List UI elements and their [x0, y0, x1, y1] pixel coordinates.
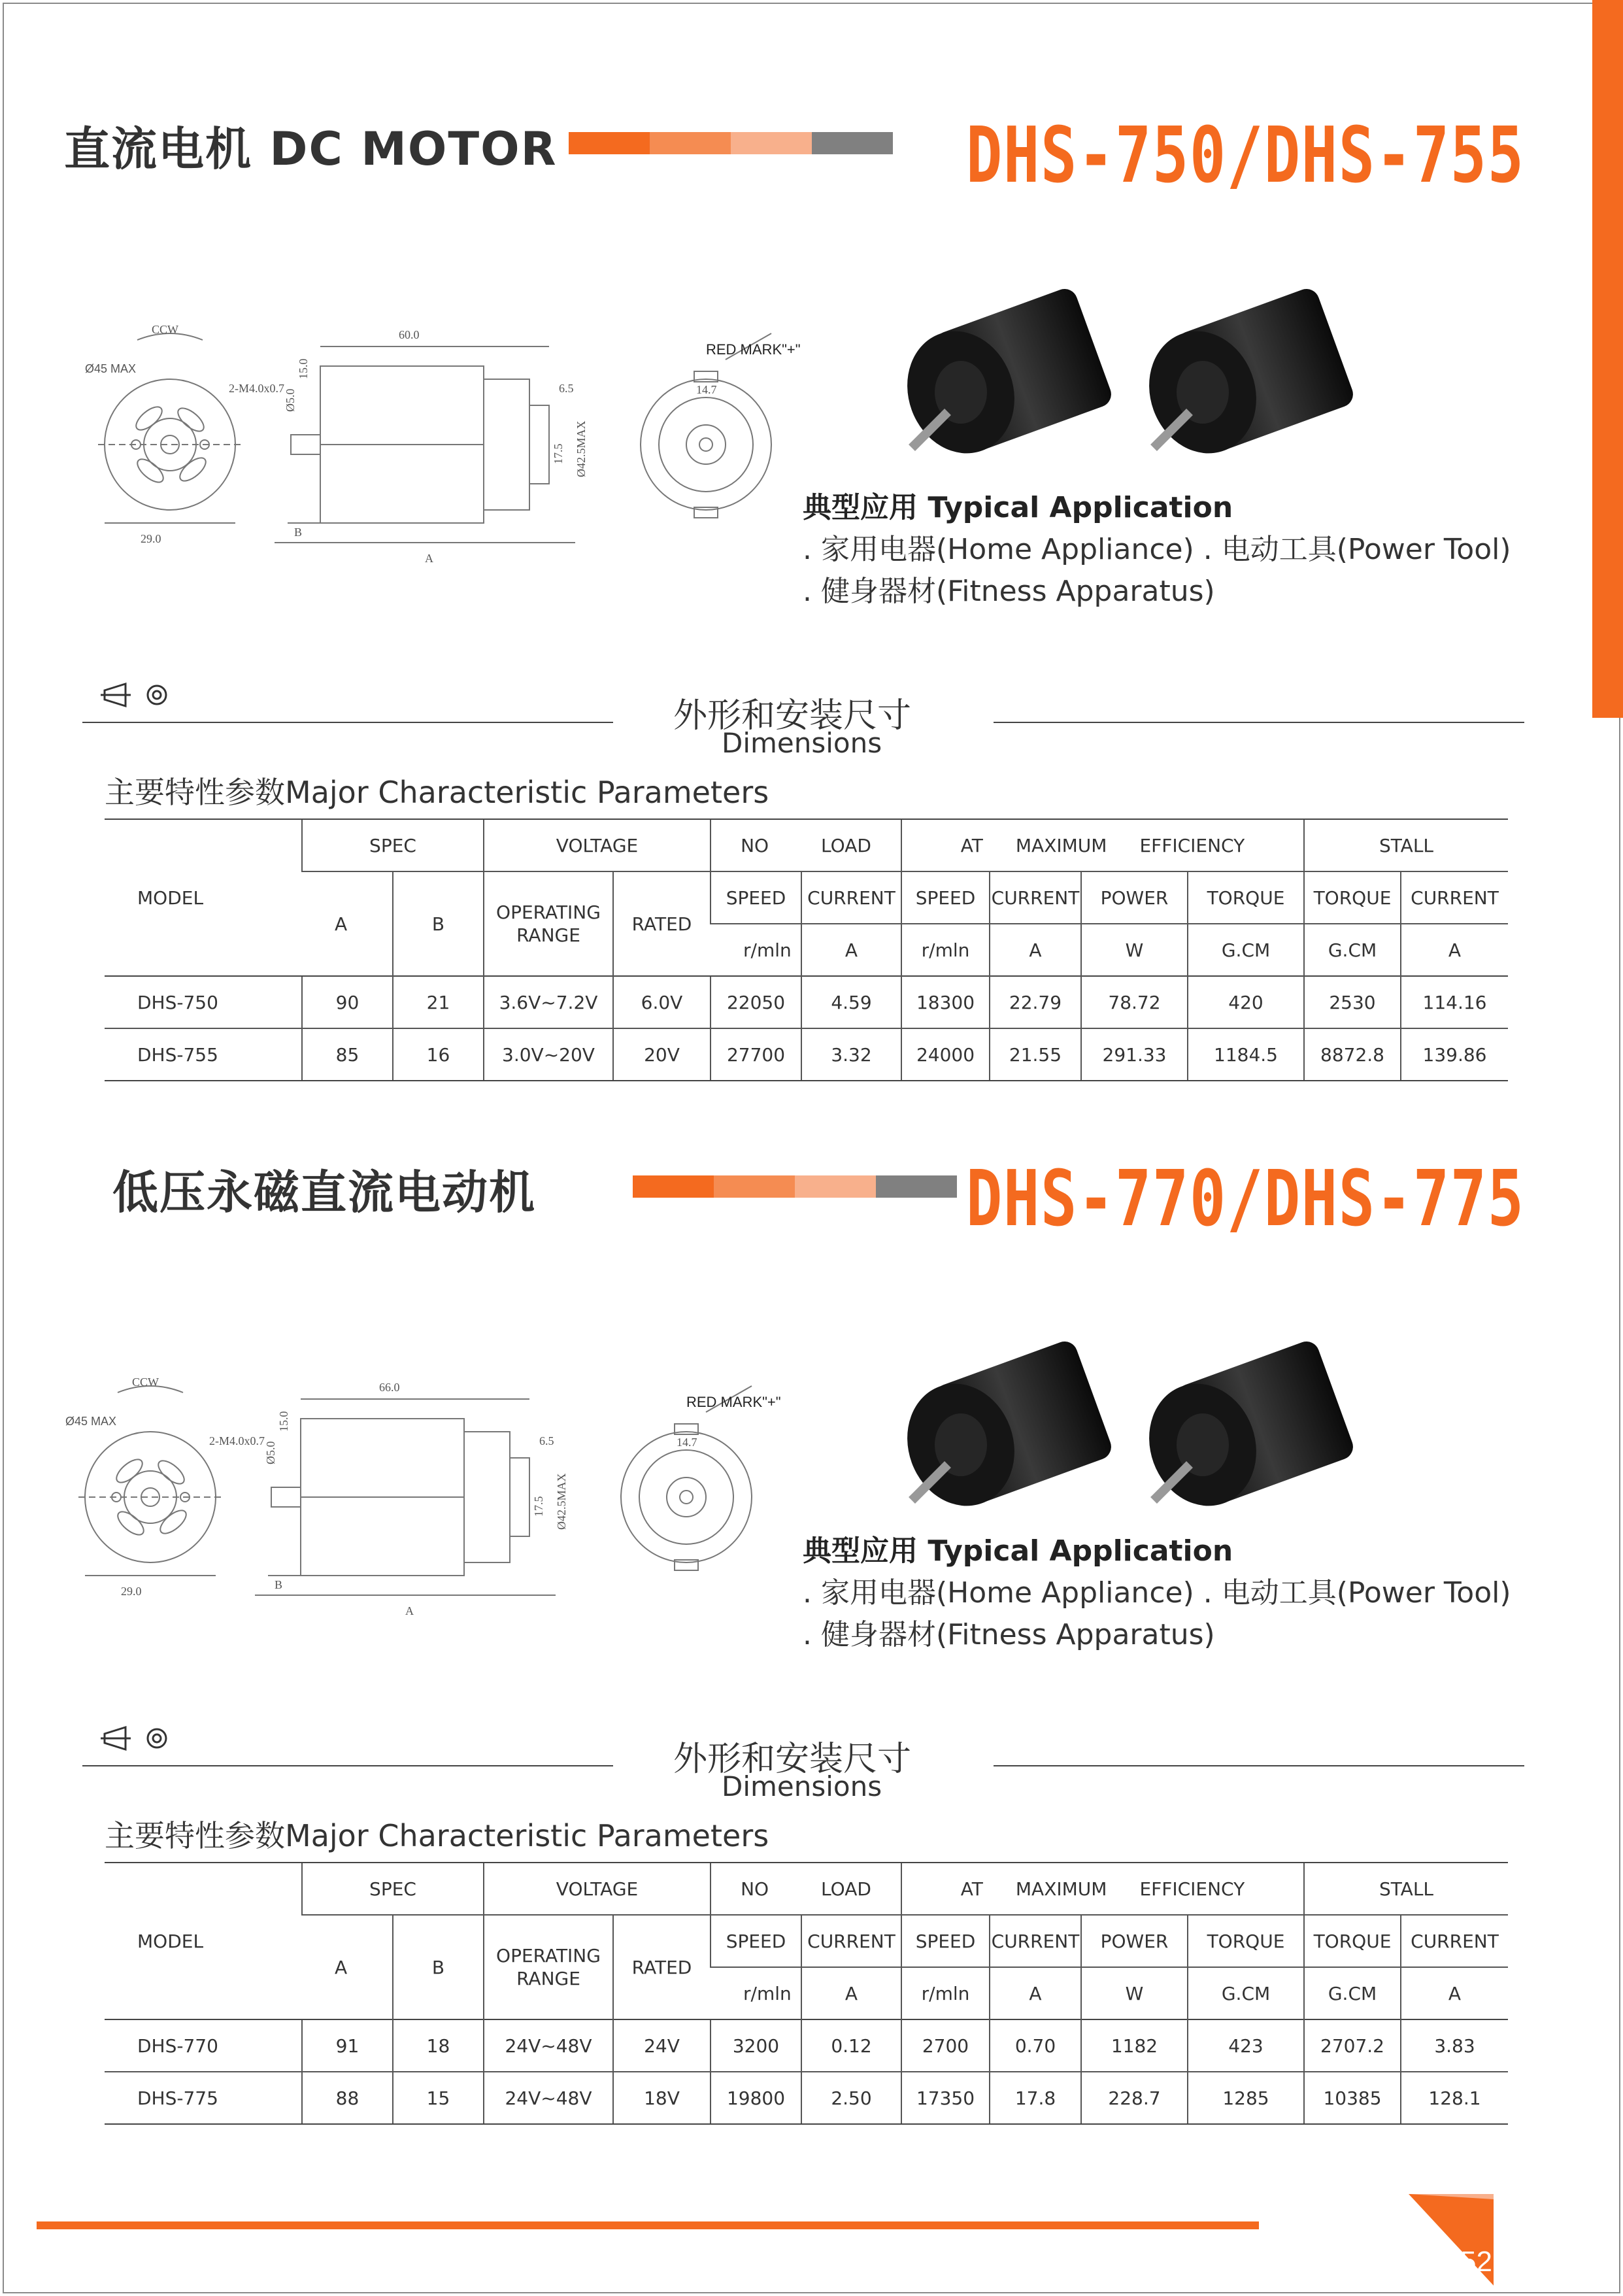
value-cell: 8872.8 [1304, 1028, 1401, 1081]
dimension-rule-left [82, 1765, 613, 1766]
header-eff-current: CURRENT [990, 1915, 1081, 1967]
value-cell: 15 [393, 2072, 484, 2124]
header-voltage: VOLTAGE [484, 1863, 711, 1915]
unit-rmin: r/mln [711, 924, 801, 976]
header-spec-a: A [302, 1915, 393, 2019]
dimensions-title-en: Dimensions [722, 727, 882, 759]
motor-photos [876, 1334, 1425, 1532]
dimension-label: Ø45 MAX [85, 362, 137, 375]
unit-rmin: r/mln [711, 1967, 801, 2019]
dimension-label: 29.0 [121, 1585, 142, 1598]
unit-w: W [1081, 1967, 1188, 2019]
header-no-load: NO LOAD [711, 819, 901, 871]
unit-gcm: G.CM [1304, 924, 1401, 976]
accent-side-bar [1592, 0, 1623, 718]
dimension-label: 14.7 [696, 383, 717, 396]
header-stall-torque: TORQUE [1304, 871, 1401, 924]
dimension-label: A [425, 552, 433, 565]
value-cell: 24V~48V [484, 2019, 613, 2072]
section-title: 直流电机 DC MOTOR [64, 122, 558, 176]
model-cell: DHS-750 [105, 976, 302, 1028]
motor-photo-left [890, 1338, 1114, 1521]
application-line-1: . 家用电器(Home Appliance) . 电动工具(Power Tool) [803, 1576, 1511, 1610]
projection-symbol-icon [99, 679, 171, 711]
value-cell: 24V~48V [484, 2072, 613, 2124]
dimension-label: 17.5 [532, 1496, 545, 1517]
unit-gcm: G.CM [1188, 924, 1304, 976]
value-cell: 1182 [1081, 2019, 1188, 2072]
parameters-title: 主要特性参数Major Characteristic Parameters [105, 775, 769, 810]
header-noload-speed: SPEED [711, 871, 801, 924]
value-cell: 1285 [1188, 2072, 1304, 2124]
header-noload-current: CURRENT [801, 1915, 901, 1967]
value-cell: 27700 [711, 1028, 801, 1081]
header-max-efficiency: AT MAXIMUM EFFICIENCY [901, 1863, 1304, 1915]
value-cell: 420 [1188, 976, 1304, 1028]
header-noload-current: CURRENT [801, 871, 901, 924]
motor-photo-left [890, 285, 1114, 468]
unit-a: A [801, 1967, 901, 2019]
dimension-label: Ø42.5MAX [555, 1473, 568, 1530]
value-cell: 24V [613, 2019, 711, 2072]
value-cell: 3.6V~7.2V [484, 976, 613, 1028]
dimension-label: 2-M4.0x0.7 [229, 382, 284, 395]
header-operating-range: OPERATING RANGE [484, 871, 613, 976]
header-eff-speed: SPEED [901, 1915, 990, 1967]
value-cell: 22050 [711, 976, 801, 1028]
value-cell: 85 [302, 1028, 393, 1081]
motor-photo-right [1132, 1338, 1356, 1521]
parameters-table [105, 1862, 1508, 2125]
dimension-label: Ø5.0 [284, 388, 297, 412]
value-cell: 21 [393, 976, 484, 1028]
dimension-label: CCW [132, 1376, 159, 1389]
value-cell: 90 [302, 976, 393, 1028]
value-cell: 18V [613, 2072, 711, 2124]
value-cell: 1184.5 [1188, 1028, 1304, 1081]
header-voltage: VOLTAGE [484, 819, 711, 871]
header-spec-b: B [393, 1915, 484, 2019]
header-eff-torque: TORQUE [1188, 1915, 1304, 1967]
dimensions-title-cn: 外形和安装尺寸 [673, 696, 912, 735]
value-cell: 0.70 [990, 2019, 1081, 2072]
dimension-label: 66.0 [379, 1381, 400, 1394]
dimension-label: 14.7 [677, 1436, 697, 1449]
header-stall-current: CURRENT [1401, 871, 1508, 924]
table-row [105, 2019, 1508, 2072]
value-cell: 17.8 [990, 2072, 1081, 2124]
value-cell: 24000 [901, 1028, 990, 1081]
value-cell: 88 [302, 2072, 393, 2124]
motor-photos [876, 281, 1425, 480]
header-model: MODEL [105, 819, 302, 976]
dimension-label: B [275, 1578, 283, 1591]
value-cell: 2700 [901, 2019, 990, 2072]
value-cell: 16 [393, 1028, 484, 1081]
header-stall: STALL [1304, 819, 1508, 871]
dimension-label: 60.0 [399, 328, 420, 341]
header-spec-a: A [302, 871, 393, 976]
value-cell: 228.7 [1081, 2072, 1188, 2124]
header-spec-b: B [393, 871, 484, 976]
dimension-rule-right [994, 722, 1524, 723]
dimension-label: B [294, 526, 303, 539]
value-cell: 18 [393, 2019, 484, 2072]
header-operating-range: OPERATING RANGE [484, 1915, 613, 2019]
dimension-rule-right [994, 1765, 1524, 1766]
value-cell: 78.72 [1081, 976, 1188, 1028]
table-row [105, 1028, 1508, 1081]
dimension-label: 17.5 [552, 443, 565, 464]
value-cell: 139.86 [1401, 1028, 1508, 1081]
dimensions-title-cn: 外形和安装尺寸 [673, 1740, 912, 1779]
dimension-label: 6.5 [539, 1434, 554, 1447]
header-model: MODEL [105, 1863, 302, 2019]
value-cell: 20V [613, 1028, 711, 1081]
header-noload-speed: SPEED [711, 1915, 801, 1967]
value-cell: 423 [1188, 2019, 1304, 2072]
motor-photo-right [1132, 285, 1356, 468]
model-cell: DHS-775 [105, 2072, 302, 2124]
value-cell: 2.50 [801, 2072, 901, 2124]
value-cell: 19800 [711, 2072, 801, 2124]
application-line-1: . 家用电器(Home Appliance) . 电动工具(Power Tool) [803, 533, 1511, 566]
header-max-efficiency: AT MAXIMUM EFFICIENCY [901, 819, 1304, 871]
unit-a: A [1401, 924, 1508, 976]
value-cell: 10385 [1304, 2072, 1401, 2124]
unit-gcm: G.CM [1188, 1967, 1304, 2019]
model-cell: DHS-755 [105, 1028, 302, 1081]
unit-rmin: r/mln [901, 924, 990, 976]
model-title: DHS-770/DHS-775 [966, 1153, 1525, 1243]
model-cell: DHS-770 [105, 2019, 302, 2072]
parameters-title: 主要特性参数Major Characteristic Parameters [105, 1818, 769, 1853]
dimension-label: A [405, 1604, 414, 1617]
bottom-accent-line [37, 2221, 1259, 2229]
value-cell: 128.1 [1401, 2072, 1508, 2124]
value-cell: 114.16 [1401, 976, 1508, 1028]
value-cell: 17350 [901, 2072, 990, 2124]
value-cell: 6.0V [613, 976, 711, 1028]
page-number: 52 [1460, 2246, 1492, 2278]
unit-a: A [1401, 1967, 1508, 2019]
page-number-badge [1409, 2194, 1520, 2286]
header-eff-power: POWER [1081, 1915, 1188, 1967]
header-eff-current: CURRENT [990, 871, 1081, 924]
application-title: 典型应用 Typical Application [803, 1534, 1233, 1568]
projection-symbol-icon [99, 1722, 171, 1755]
dimension-label: Ø5.0 [264, 1441, 277, 1464]
dimension-label: 6.5 [559, 382, 574, 395]
header-rated: RATED [613, 1915, 711, 2019]
header-stall: STALL [1304, 1863, 1508, 1915]
header-eff-torque: TORQUE [1188, 871, 1304, 924]
table-row [105, 976, 1508, 1028]
dimensions-title-en: Dimensions [722, 1770, 882, 1802]
value-cell: 21.55 [990, 1028, 1081, 1081]
motor-technical-drawing [78, 307, 863, 582]
value-cell: 3.83 [1401, 2019, 1508, 2072]
value-cell: 22.79 [990, 976, 1081, 1028]
value-cell: 3200 [711, 2019, 801, 2072]
table-row [105, 2072, 1508, 2124]
header-spec: SPEC [302, 819, 484, 871]
unit-a: A [990, 924, 1081, 976]
value-cell: 3.0V~20V [484, 1028, 613, 1081]
value-cell: 3.32 [801, 1028, 901, 1081]
value-cell: 18300 [901, 976, 990, 1028]
dimension-label: Ø45 MAX [65, 1415, 117, 1428]
header-eff-speed: SPEED [901, 871, 990, 924]
unit-a: A [801, 924, 901, 976]
value-cell: 2707.2 [1304, 2019, 1401, 2072]
value-cell: 0.12 [801, 2019, 901, 2072]
dimension-label: RED MARK"+" [706, 341, 801, 358]
model-title: DHS-750/DHS-755 [966, 110, 1525, 200]
header-stall-torque: TORQUE [1304, 1915, 1401, 1967]
dimension-label: Ø42.5MAX [575, 420, 588, 477]
dimension-label: 15.0 [277, 1411, 290, 1432]
section-title: 低压永磁直流电动机 [112, 1166, 536, 1219]
application-title: 典型应用 Typical Application [803, 491, 1233, 524]
parameters-table [105, 819, 1508, 1081]
application-line-2: . 健身器材(Fitness Apparatus) [803, 1618, 1215, 1651]
dimension-label: CCW [152, 323, 179, 336]
value-cell: 2530 [1304, 976, 1401, 1028]
dimension-rule-left [82, 722, 613, 723]
motor-technical-drawing [59, 1360, 843, 1634]
title-stripe [633, 1175, 957, 1198]
value-cell: 91 [302, 2019, 393, 2072]
dimension-label: 15.0 [297, 358, 310, 379]
value-cell: 4.59 [801, 976, 901, 1028]
header-no-load: NO LOAD [711, 1863, 901, 1915]
unit-w: W [1081, 924, 1188, 976]
value-cell: 291.33 [1081, 1028, 1188, 1081]
dimension-label: 2-M4.0x0.7 [209, 1434, 265, 1447]
header-stall-current: CURRENT [1401, 1915, 1508, 1967]
header-eff-power: POWER [1081, 871, 1188, 924]
unit-rmin: r/mln [901, 1967, 990, 2019]
dimension-label: 29.0 [141, 532, 161, 545]
title-stripe [569, 132, 893, 154]
header-spec: SPEC [302, 1863, 484, 1915]
unit-a: A [990, 1967, 1081, 2019]
application-line-2: . 健身器材(Fitness Apparatus) [803, 575, 1215, 608]
header-rated: RATED [613, 871, 711, 976]
unit-gcm: G.CM [1304, 1967, 1401, 2019]
dimension-label: RED MARK"+" [686, 1394, 781, 1410]
